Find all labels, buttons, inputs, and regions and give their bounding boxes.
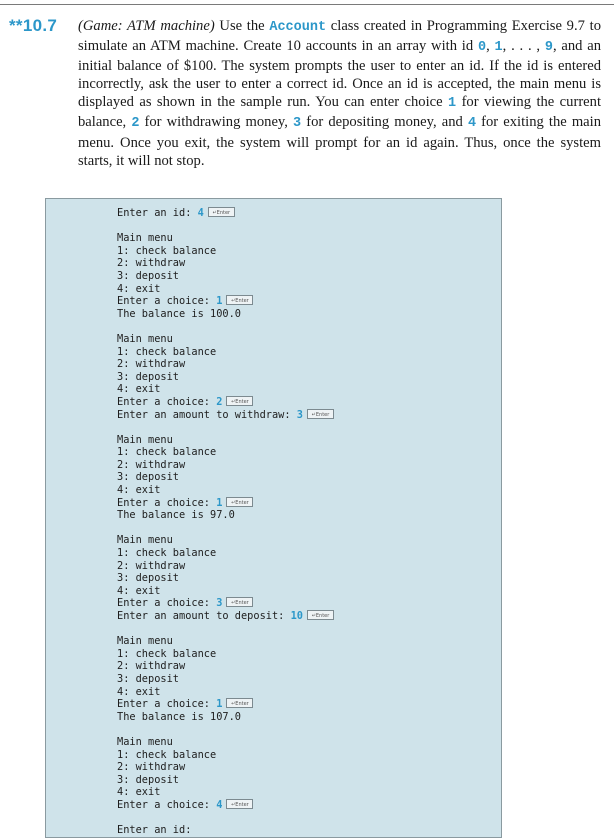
console-text: Enter an id: xyxy=(117,824,198,837)
console-blank-line xyxy=(117,320,334,333)
console-text: The balance is 107.0 xyxy=(117,710,241,723)
console-text: Enter an id: xyxy=(117,207,198,219)
console-line xyxy=(117,673,334,686)
console-line xyxy=(117,560,334,573)
console-line xyxy=(117,635,334,648)
console-line xyxy=(117,484,334,497)
description-text: for depositing money, and xyxy=(301,114,468,131)
choice-two: 2 xyxy=(131,116,140,132)
console-text: The balance is 97.0 xyxy=(117,509,235,522)
console-line xyxy=(117,761,334,774)
console-blank-line xyxy=(117,220,334,233)
enter-key-icon: ↵Enter xyxy=(226,396,253,406)
console-line xyxy=(117,396,334,409)
console-text: 2: withdraw xyxy=(117,458,186,471)
console-text: Main menu xyxy=(117,232,173,245)
user-input-value: 1 xyxy=(216,698,223,711)
console-line xyxy=(117,232,334,245)
console-line xyxy=(117,245,334,258)
console-line xyxy=(117,358,334,371)
choice-one: 1 xyxy=(448,96,457,112)
console-text: 1: check balance xyxy=(117,547,217,560)
description-text: class created in Programming Exercise 9.7 to simulate an ATM machine. Create 10 accounts in an array with id xyxy=(78,18,601,55)
console-text: Enter a choice: xyxy=(117,798,217,811)
console-text: 3: deposit xyxy=(117,269,179,282)
sample-run-console xyxy=(45,198,502,838)
console-line xyxy=(117,497,334,510)
console-text: Main menu xyxy=(117,735,173,748)
description-text: for withdrawing money, xyxy=(139,114,294,131)
console-line xyxy=(117,660,334,673)
console-text: Enter an amount to withdraw: xyxy=(117,408,297,421)
console-text: Enter an amount to deposit: xyxy=(117,610,291,622)
console-line xyxy=(117,597,334,610)
console-text: 4: exit xyxy=(117,383,161,396)
console-line xyxy=(117,446,334,459)
enter-key-icon: ↵Enter xyxy=(226,597,253,607)
console-text: 2: withdraw xyxy=(117,257,186,270)
console-line xyxy=(117,610,334,623)
console-text: Main menu xyxy=(117,433,173,446)
console-text: 4: exit xyxy=(117,282,161,295)
choice-four: 4 xyxy=(467,116,477,132)
console-line xyxy=(117,774,334,787)
description-text: Use the xyxy=(214,18,270,34)
id-nine: 9 xyxy=(544,40,553,56)
console-line xyxy=(117,572,334,585)
console-line xyxy=(117,295,334,308)
console-text: 3: deposit xyxy=(117,572,179,585)
console-line xyxy=(117,547,334,560)
console-line xyxy=(117,711,334,724)
console-text: 1: check balance xyxy=(117,446,217,459)
console-text: 1: check balance xyxy=(117,244,217,257)
console-line xyxy=(117,824,334,837)
console-text: 2: withdraw xyxy=(117,358,186,371)
console-blank-line xyxy=(117,812,334,825)
account-class-name: Account xyxy=(269,20,327,35)
console-text: Main menu xyxy=(117,635,173,648)
console-text: Main menu xyxy=(117,332,173,345)
console-line xyxy=(117,509,334,522)
console-blank-line xyxy=(117,723,334,736)
user-input-value: 3 xyxy=(216,597,223,610)
console-line xyxy=(117,698,334,711)
console-text: 2: withdraw xyxy=(117,559,186,572)
enter-key-icon: ↵Enter xyxy=(226,497,253,507)
exercise-description xyxy=(78,17,601,170)
id-one: 1 xyxy=(494,40,503,56)
console-line xyxy=(117,207,334,220)
user-input-value: 3 xyxy=(296,408,303,421)
console-text: Enter a choice: xyxy=(117,698,217,711)
console-line xyxy=(117,409,334,422)
console-line xyxy=(117,786,334,799)
console-text: 3: deposit xyxy=(117,370,179,383)
console-text: The balance is 100.0 xyxy=(117,307,241,320)
id-zero: 0 xyxy=(477,40,487,56)
console-text: 3: deposit xyxy=(117,471,179,484)
user-input-value: 4 xyxy=(216,798,223,811)
console-line xyxy=(117,686,334,699)
console-text: 4: exit xyxy=(117,685,161,698)
console-text: 1: check balance xyxy=(117,748,217,761)
exercise-title: (Game: ATM machine) xyxy=(78,18,215,34)
console-line xyxy=(117,471,334,484)
enter-key-icon: ↵Enter xyxy=(226,295,253,305)
enter-key-icon: ↵Enter xyxy=(226,698,253,708)
exercise-number: **10.7 xyxy=(9,16,58,35)
console-line xyxy=(117,749,334,762)
description-text: , and an initial balance of $100. The system prompts the user to enter an id. If the id is entered incorrectly, ask the user to enter a correct id. Once an id is accepted, the main menu is displayed as shown in the sample run. You can enter choice xyxy=(78,38,602,111)
console-line xyxy=(117,333,334,346)
console-blank-line xyxy=(117,522,334,535)
ellipsis: , . . . , xyxy=(502,38,545,55)
user-input-value: 2 xyxy=(216,395,223,408)
console-text: Main menu xyxy=(117,534,173,547)
user-input-value: 1 xyxy=(216,496,223,509)
console-line xyxy=(117,383,334,396)
console-output xyxy=(117,207,334,837)
console-text: 4: exit xyxy=(117,584,161,597)
console-line xyxy=(117,257,334,270)
enter-key-icon: ↵Enter xyxy=(307,409,334,419)
console-line xyxy=(117,283,334,296)
choice-three: 3 xyxy=(293,116,302,132)
console-line xyxy=(117,648,334,661)
console-line xyxy=(117,346,334,359)
console-line xyxy=(117,308,334,321)
console-text: Enter a choice: xyxy=(117,496,217,509)
console-line xyxy=(117,434,334,447)
console-text: 3: deposit xyxy=(117,672,179,685)
separator: , xyxy=(486,38,495,55)
console-line xyxy=(117,736,334,749)
console-text: 2: withdraw xyxy=(117,660,186,673)
console-line xyxy=(117,799,334,812)
description-text: for viewing the current balance, xyxy=(78,94,602,131)
user-input-value: 1 xyxy=(216,295,223,308)
console-text: 4: exit xyxy=(117,786,161,799)
top-rule xyxy=(0,4,614,5)
console-text: 2: withdraw xyxy=(117,761,186,774)
console-blank-line xyxy=(117,623,334,636)
console-text: Enter a choice: xyxy=(117,395,217,408)
enter-key-icon: ↵Enter xyxy=(208,207,235,217)
enter-key-icon: ↵Enter xyxy=(307,610,334,620)
console-text: 3: deposit xyxy=(117,773,179,786)
console-text: 1: check balance xyxy=(117,647,217,660)
console-text: 4: exit xyxy=(117,484,161,497)
user-input-value: 10 xyxy=(290,610,303,622)
console-line xyxy=(117,585,334,598)
console-text: 1: check balance xyxy=(117,345,217,358)
description-text: for exiting the main menu. Once you exit, the system will prompt for an id again. Thus, once the system starts, it will not stop. xyxy=(78,114,601,169)
console-line xyxy=(117,459,334,472)
enter-key-icon: ↵Enter xyxy=(226,799,253,809)
console-blank-line xyxy=(117,421,334,434)
user-input-value: 4 xyxy=(197,207,204,219)
console-text: Enter a choice: xyxy=(117,597,217,610)
console-line xyxy=(117,270,334,283)
console-line xyxy=(117,534,334,547)
console-text: Enter a choice: xyxy=(117,295,217,308)
console-line xyxy=(117,371,334,384)
